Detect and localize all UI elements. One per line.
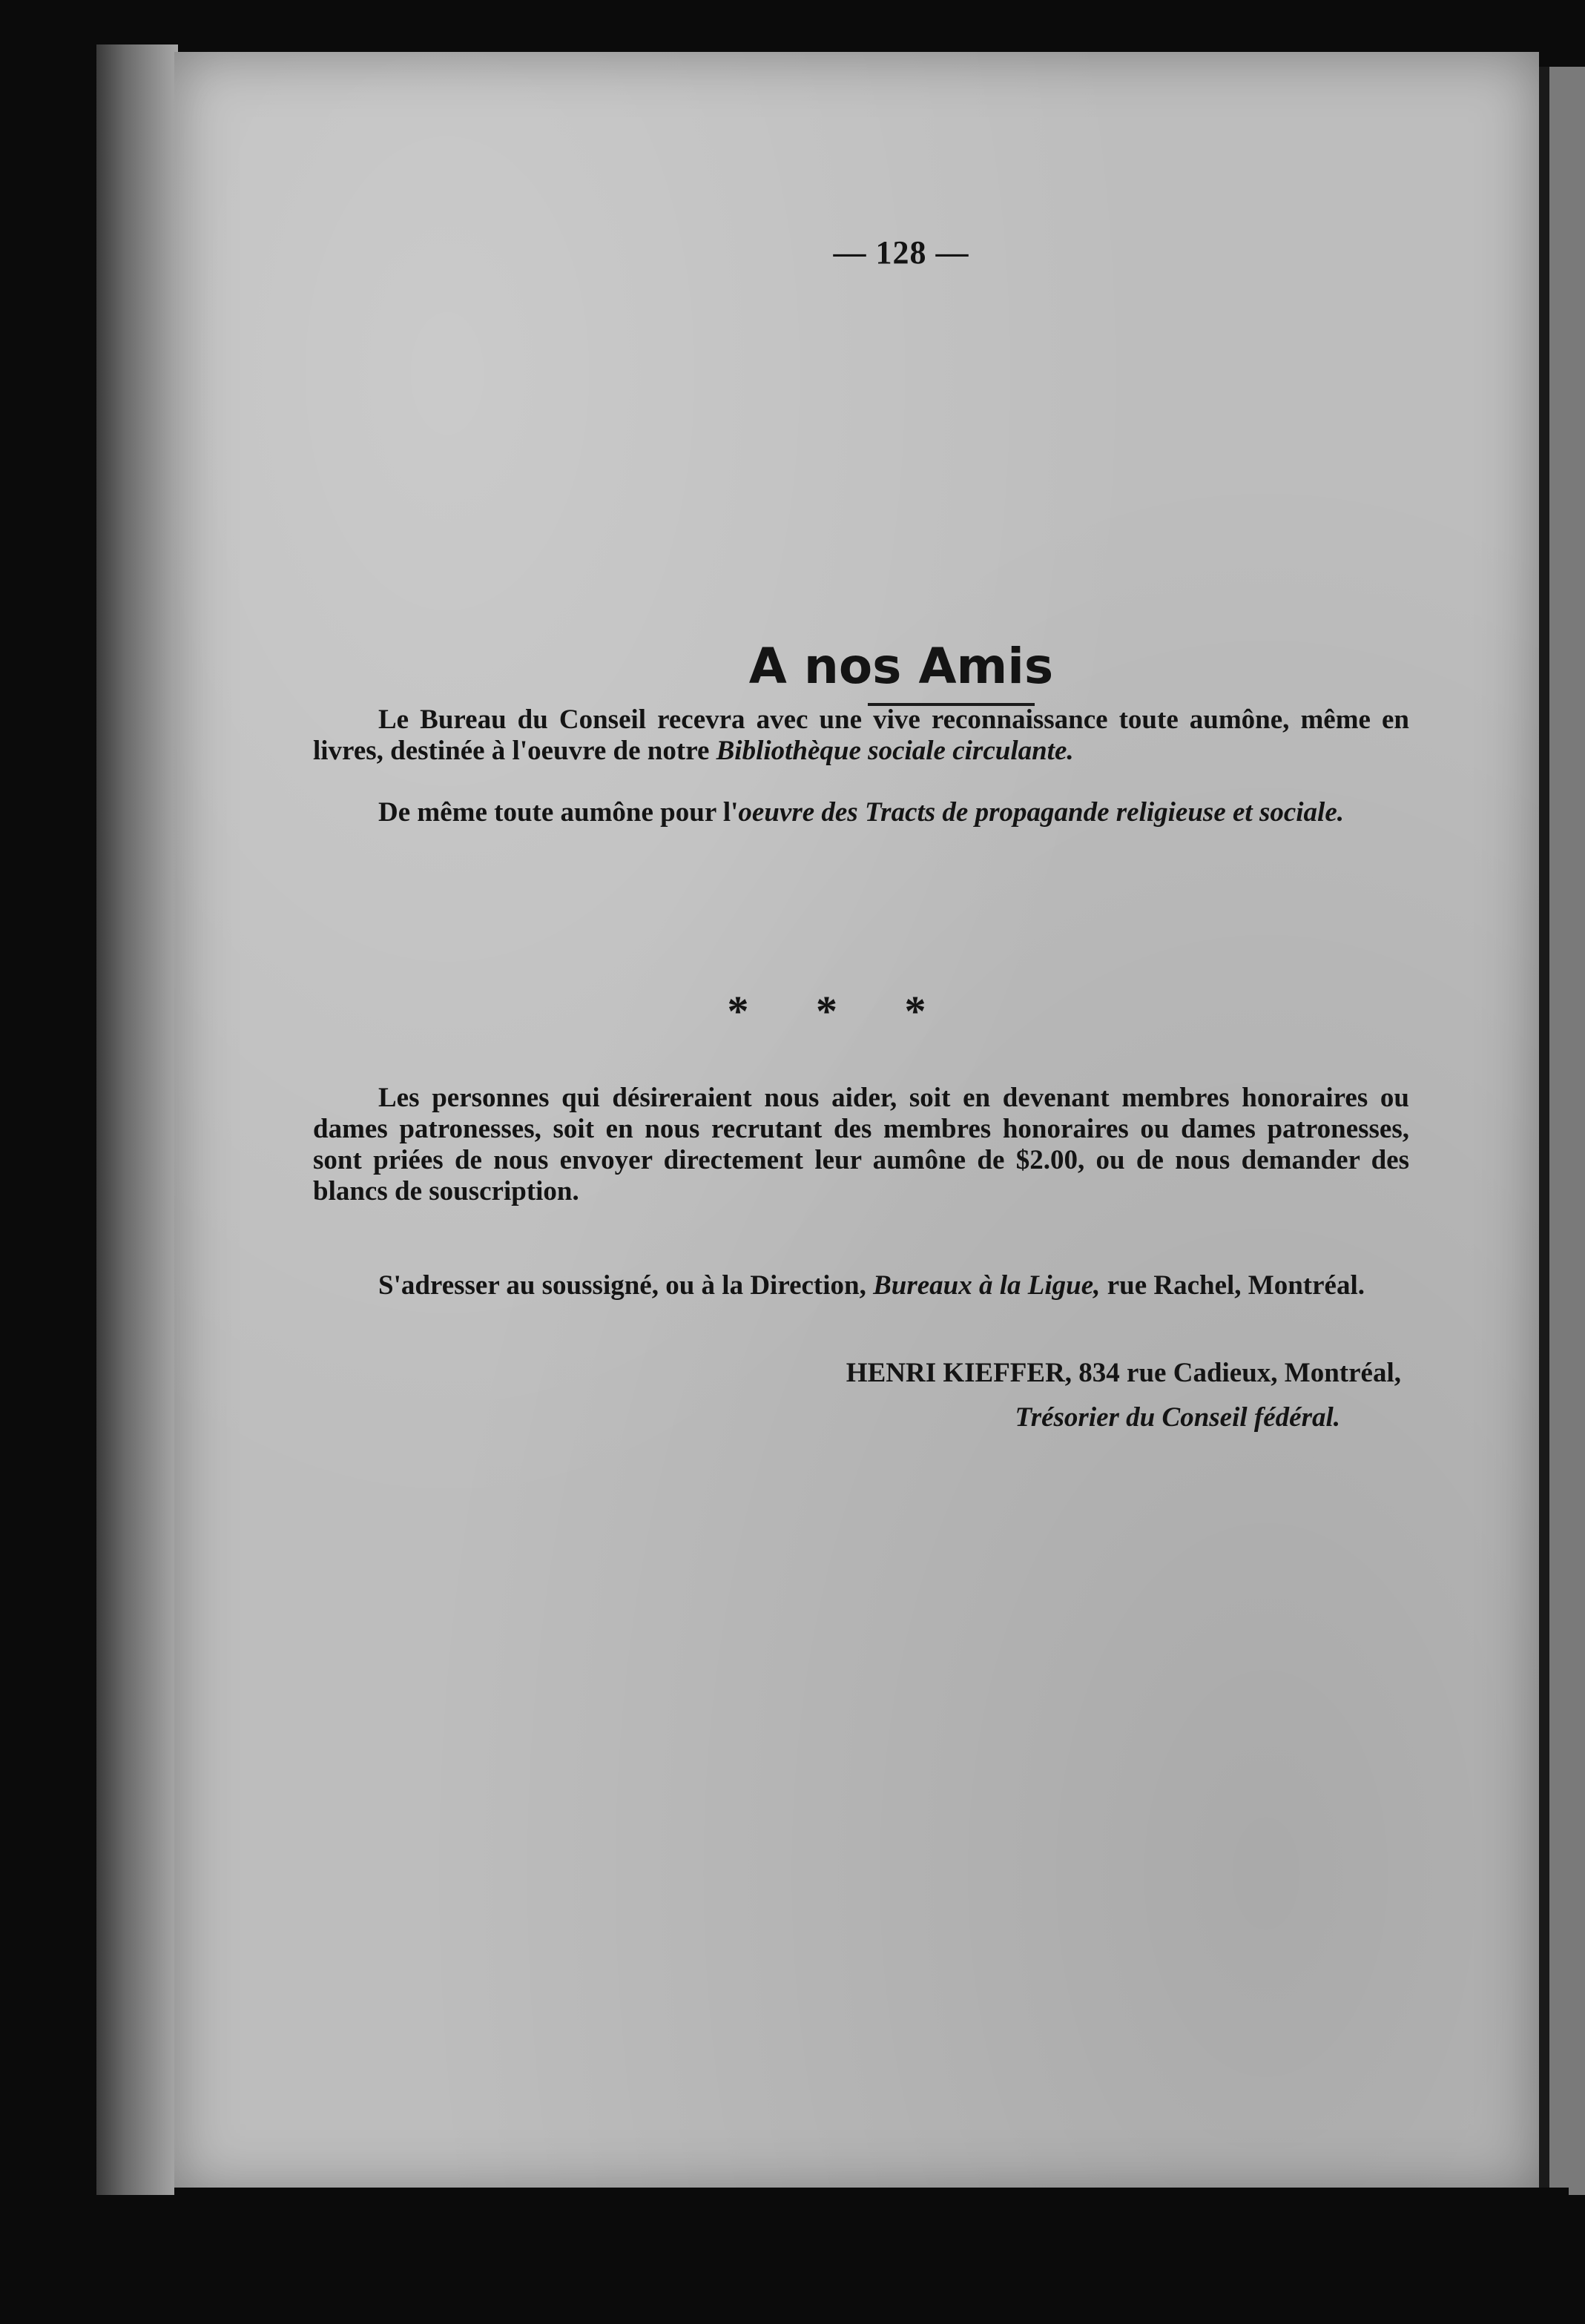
paragraph-1-text: Le Bureau du Conseil recevra avec une vive reconnaissance toute aumône, même en livres, destinée à l'oeuvre de notre (313, 704, 1409, 766)
signature-role: Trésorier du Conseil fédéral. (1015, 1402, 1340, 1433)
scan-right-edge (1539, 67, 1549, 2195)
page-title: A nos Amis (748, 638, 1054, 695)
paragraph-membership (313, 1083, 1409, 1207)
scan-right-strip (1549, 67, 1585, 2195)
page-number: — 128 — (833, 234, 969, 271)
signature-name: HENRI KIEFFER, 834 rue Cadieux, Montréal, (846, 1358, 1401, 1388)
paragraph-3-text: Les personnes qui désireraient nous aider, soit en devenant membres honoraires ou dames patronesses, soit en nous recrutant des membres honoraires ou dames patronesses, sont priées de nous envoyer directement leur aumône de $2.00, ou de nous demander des blancs de souscription. (313, 1083, 1409, 1206)
paragraph-2-italic: oeuvre des Tracts de propagande religieuse et sociale. (738, 797, 1344, 828)
scan-bottom-band (174, 2188, 1569, 2324)
paragraph-4-text-a: S'adresser au soussigné, ou à la Direction, (378, 1270, 874, 1301)
paragraph-donation-tracts (313, 797, 1409, 828)
section-separator: * * * (727, 987, 955, 1035)
paragraph-1-italic: Bibliothèque sociale circulante. (716, 736, 1074, 766)
scan-left-margin (96, 44, 178, 2195)
paragraph-4-text-b: rue Rachel, Montréal. (1100, 1270, 1365, 1301)
paragraph-donation-library (313, 704, 1409, 767)
paragraph-contact (313, 1270, 1409, 1301)
paragraph-4-italic: Bureaux à la Ligue, (873, 1270, 1101, 1301)
paragraph-2-text: De même toute aumône pour l' (378, 797, 739, 828)
